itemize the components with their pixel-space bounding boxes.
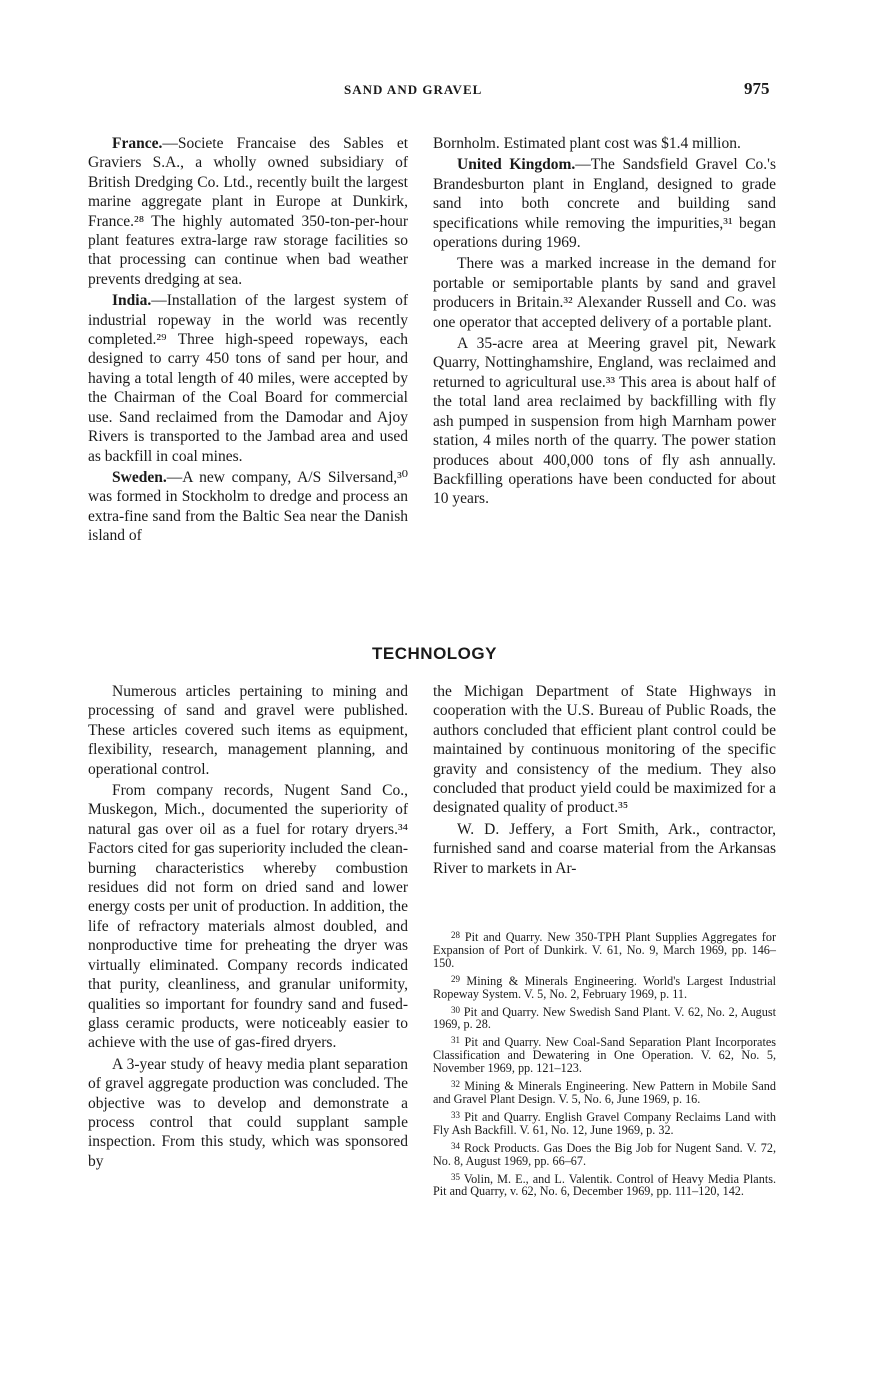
paragraph-india [88,291,408,466]
paragraph-text: —Installation of the largest system of industrial ropeway in the world was recently completed.²⁹ Three high-speed ropeways, each designed to carry 450 tons of sand per hour, and having a total length of 40 miles, were accepted by the Chairman of the Coal Board for commercial use. Sand reclaimed from the Damodar and Ajoy Rivers is transported to the Jambad area and used as backfill in coal mines. [88,292,408,465]
footnote [433,1171,776,1199]
footnote-mark: 29 [451,973,460,984]
paragraph-meering-gravel-pit: A 35-acre area at Meering gravel pit, Newark Quarry, Nottinghamshire, England, was reclaimed and returned to agricultural use.³³ This area is about half of the total land area reclaimed by backfilling with fly ash pumped in suspension from high Marnham power station, 4 miles north of the quarry. The power station produces about 400,000 tons of fly ash annually. Backfilling operations have been conducted for about 10 years. [433,335,776,508]
paragraph-sweden [88,468,408,546]
footnote [433,929,776,970]
footnote-mark: 33 [451,1109,460,1120]
page-number: 975 [744,79,770,98]
footnote-text: Pit and Quarry. New 350-TPH Plant Supplies Aggregates for Expansion of Port of Dunkirk. V. 61, No. 9, March 1969, pp. 146–150. [433,930,777,970]
footnote [433,973,776,1001]
top-left-column [88,134,408,548]
footnote-mark: 32 [451,1079,460,1090]
footnote-mark: 34 [451,1140,460,1151]
footnote [433,1140,776,1168]
footnote-mark: 28 [451,930,460,940]
footnote [433,1109,776,1137]
footnote-text: Pit and Quarry. New Coal-Sand Separation Plant Incorporates Classification and Dewatering in One Operation. V. 62, No. 5, November 1969, pp. 121–123. [433,1035,777,1076]
footnote-mark: 30 [451,1004,460,1015]
paragraph-continued: the Michigan Department of State Highways in cooperation with the U.S. Bureau of Public Roads, the authors concluded that efficient plant control could be maintained by continuous monitoring of the specific gravity and consistency of the medium. They also concluded that product yield could be maximized for a designated quality of product.³⁵ [433,683,776,817]
running-head [0,79,869,102]
footnote-mark: 35 [451,1171,460,1182]
footnote [433,1034,776,1075]
paragraph-jeffery: W. D. Jeffery, a Fort Smith, Ark., contractor, furnished sand and coarse material from the Arkansas River to markets in Ar- [433,820,776,877]
footnote [433,1004,776,1032]
paragraph-portable-plants: There was a marked increase in the demand for portable or semiportable plants by sand and gravel producers in Britain.³² Alexander Russell and Co. was one operator that accepted delivery of a portable plant. [433,255,776,331]
paragraph-text: —Societe Francaise des Sables et Graviers S.A., a wholly owned subsidiary of British Dredging Co. Ltd., recently built the largest marine aggregate plant in Europe at Dunkirk, France.²⁸ The highly automated 350-ton-per-hour plant features extra-large raw storage facilities so that processing can continue when bad weather prevents dredging at sea. [88,135,408,288]
country-heading-sweden: Sweden. [112,468,167,486]
footnote-text: Rock Products. Gas Does the Big Job for Nugent Sand. V. 72, No. 8, August 1969, pp. 66–67. [433,1140,776,1168]
bottom-left-column [88,682,408,1173]
paragraph-articles: Numerous articles pertaining to mining and processing of sand and gravel were published. These articles covered such items as equipment, flexibility, research, management planning, and operational control. [88,683,408,778]
country-heading-united-kingdom: United Kingdom. [457,156,576,174]
footnote-text: Pit and Quarry. English Gravel Company Reclaims Land with Fly Ash Backfill. V. 61, No. 12, June 1969, p. 32. [433,1109,776,1137]
footnote-text: Mining & Minerals Engineering. New Pattern in Mobile Sand and Gravel Plant Design. V. 5, No. 6, June 1969, p. 16. [433,1079,776,1106]
paragraph-continued: Bornholm. Estimated plant cost was $1.4 million. [433,135,741,152]
bottom-right-column [433,682,776,880]
country-heading-india: India. [112,292,152,310]
paragraph-heavy-media-study: A 3-year study of heavy media plant separation of gravel aggregate production was concluded. The objective was to develop and demonstrate a process control that could supplant sample inspection. From this study, which was sponsored by [88,1055,408,1170]
footnote-mark: 31 [451,1035,460,1046]
paragraph-text: —A new company, A/S Silversand,³⁰ was formed in Stockholm to dredge and process an extra-fine sand from the Baltic Sea near the Danish island of [88,468,408,545]
paragraph-text: —The Sandsfield Gravel Co.'s Brandesburton plant in England, designed to grade sand into both concrete and building sand specifications while removing the impurities,³¹ began operations during 1969. [433,156,776,252]
footnote-text: Volin, M. E., and L. Valentik. Control of Heavy Media Plants. Pit and Quarry, v. 62, No. 6, December 1969, pp. 111–120, 142. [433,1171,776,1199]
section-heading-technology: TECHNOLOGY [372,644,497,663]
paragraph-united-kingdom [433,155,776,252]
footnote-text: Mining & Minerals Engineering. World's Largest Industrial Ropeway System. V. 5, No. 2, February 1969, p. 11. [433,973,777,1001]
running-title: SAND AND GRAVEL [344,82,483,97]
footnotes [433,929,776,1201]
country-heading-france: France. [112,135,163,152]
paragraph-nugent-sand: From company records, Nugent Sand Co., Muskegon, Mich., documented the superiority of natural gas over oil as a fuel for rotary dryers.³⁴ Factors cited for gas superiority included the clean-burning characteristics whereby combustion residues did not form on dried sand and lower energy costs per unit of production. In addition, the life of refractory materials almost doubled, and nonproductive time for preheating the dryer was virtually eliminated. Company records indicated that purity, cleanliness, and granular uniformity, qualities so important for foundry sand and fused-glass ceramic products, were noticeably easier to achieve with the use of gas-fired dryers. [88,782,408,1052]
top-right-column [433,134,776,511]
footnote-text: Pit and Quarry. New Swedish Sand Plant. V. 62, No. 2, August 1969, p. 28. [433,1004,777,1032]
footnote [433,1078,776,1106]
paragraph-france [88,134,408,289]
